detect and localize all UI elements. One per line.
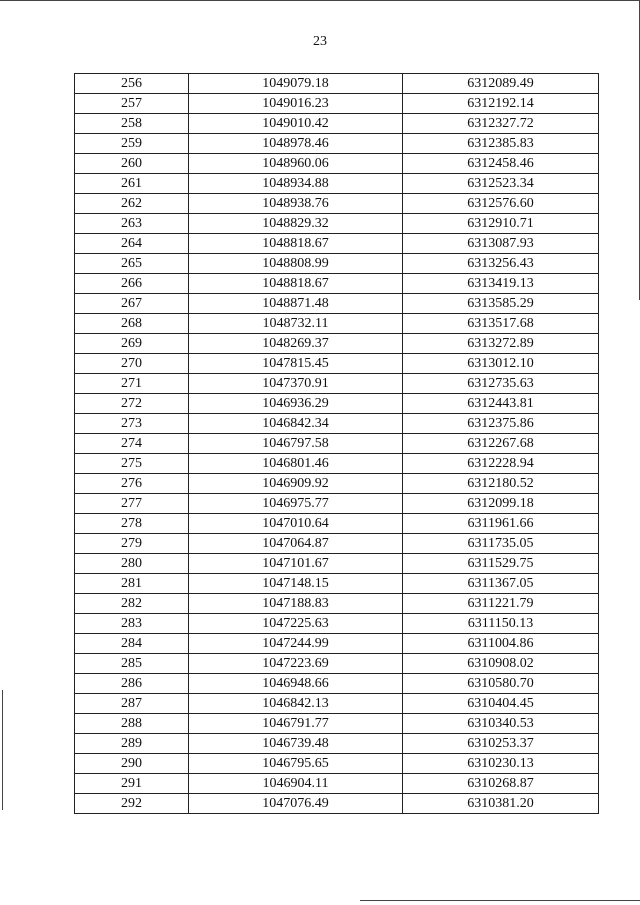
point-number-cell: 263 bbox=[75, 214, 189, 234]
scan-edge-top bbox=[0, 0, 640, 1]
table-row bbox=[75, 774, 599, 794]
point-number-cell: 289 bbox=[75, 734, 189, 754]
y-coordinate-cell: 6312523.34 bbox=[403, 174, 599, 194]
scan-edge-left-mark bbox=[2, 690, 3, 810]
y-coordinate-cell: 6312327.72 bbox=[403, 114, 599, 134]
x-coordinate-cell: 1047101.67 bbox=[189, 554, 403, 574]
y-coordinate-cell: 6311150.13 bbox=[403, 614, 599, 634]
y-coordinate-cell: 6312576.60 bbox=[403, 194, 599, 214]
x-coordinate-cell: 1047076.49 bbox=[189, 794, 403, 814]
x-coordinate-cell: 1046936.29 bbox=[189, 394, 403, 414]
point-number-cell: 259 bbox=[75, 134, 189, 154]
point-number-cell: 269 bbox=[75, 334, 189, 354]
coordinates-table bbox=[74, 73, 599, 814]
table-row bbox=[75, 674, 599, 694]
x-coordinate-cell: 1048808.99 bbox=[189, 254, 403, 274]
y-coordinate-cell: 6313272.89 bbox=[403, 334, 599, 354]
point-number-cell: 267 bbox=[75, 294, 189, 314]
y-coordinate-cell: 6310404.45 bbox=[403, 694, 599, 714]
table-row bbox=[75, 754, 599, 774]
table-row bbox=[75, 514, 599, 534]
point-number-cell: 283 bbox=[75, 614, 189, 634]
table-row bbox=[75, 314, 599, 334]
scan-edge-bottom bbox=[360, 900, 640, 901]
point-number-cell: 256 bbox=[75, 74, 189, 94]
y-coordinate-cell: 6311004.86 bbox=[403, 634, 599, 654]
x-coordinate-cell: 1046739.48 bbox=[189, 734, 403, 754]
y-coordinate-cell: 6310340.53 bbox=[403, 714, 599, 734]
table-row bbox=[75, 274, 599, 294]
y-coordinate-cell: 6313012.10 bbox=[403, 354, 599, 374]
point-number-cell: 271 bbox=[75, 374, 189, 394]
x-coordinate-cell: 1048978.46 bbox=[189, 134, 403, 154]
y-coordinate-cell: 6312910.71 bbox=[403, 214, 599, 234]
y-coordinate-cell: 6310381.20 bbox=[403, 794, 599, 814]
table-row bbox=[75, 794, 599, 814]
table-row bbox=[75, 634, 599, 654]
table-row bbox=[75, 734, 599, 754]
point-number-cell: 261 bbox=[75, 174, 189, 194]
x-coordinate-cell: 1048818.67 bbox=[189, 234, 403, 254]
point-number-cell: 265 bbox=[75, 254, 189, 274]
y-coordinate-cell: 6310908.02 bbox=[403, 654, 599, 674]
x-coordinate-cell: 1047223.69 bbox=[189, 654, 403, 674]
table-row bbox=[75, 614, 599, 634]
x-coordinate-cell: 1046975.77 bbox=[189, 494, 403, 514]
point-number-cell: 276 bbox=[75, 474, 189, 494]
point-number-cell: 260 bbox=[75, 154, 189, 174]
x-coordinate-cell: 1046948.66 bbox=[189, 674, 403, 694]
x-coordinate-cell: 1046842.13 bbox=[189, 694, 403, 714]
x-coordinate-cell: 1046795.65 bbox=[189, 754, 403, 774]
table-row bbox=[75, 154, 599, 174]
table-row bbox=[75, 374, 599, 394]
table-row bbox=[75, 654, 599, 674]
x-coordinate-cell: 1046797.58 bbox=[189, 434, 403, 454]
y-coordinate-cell: 6310230.13 bbox=[403, 754, 599, 774]
x-coordinate-cell: 1046801.46 bbox=[189, 454, 403, 474]
point-number-cell: 270 bbox=[75, 354, 189, 374]
table-row bbox=[75, 714, 599, 734]
point-number-cell: 264 bbox=[75, 234, 189, 254]
point-number-cell: 281 bbox=[75, 574, 189, 594]
y-coordinate-cell: 6312375.86 bbox=[403, 414, 599, 434]
table-row bbox=[75, 554, 599, 574]
y-coordinate-cell: 6312192.14 bbox=[403, 94, 599, 114]
table-row bbox=[75, 694, 599, 714]
y-coordinate-cell: 6311529.75 bbox=[403, 554, 599, 574]
table-row bbox=[75, 134, 599, 154]
x-coordinate-cell: 1046904.11 bbox=[189, 774, 403, 794]
x-coordinate-cell: 1048938.76 bbox=[189, 194, 403, 214]
y-coordinate-cell: 6311735.05 bbox=[403, 534, 599, 554]
table-row bbox=[75, 174, 599, 194]
page-number: 23 bbox=[313, 34, 327, 49]
y-coordinate-cell: 6312443.81 bbox=[403, 394, 599, 414]
x-coordinate-cell: 1048829.32 bbox=[189, 214, 403, 234]
y-coordinate-cell: 6310268.87 bbox=[403, 774, 599, 794]
table-row bbox=[75, 414, 599, 434]
x-coordinate-cell: 1048732.11 bbox=[189, 314, 403, 334]
x-coordinate-cell: 1048960.06 bbox=[189, 154, 403, 174]
table-row bbox=[75, 194, 599, 214]
x-coordinate-cell: 1048818.67 bbox=[189, 274, 403, 294]
table-row bbox=[75, 294, 599, 314]
x-coordinate-cell: 1049010.42 bbox=[189, 114, 403, 134]
point-number-cell: 290 bbox=[75, 754, 189, 774]
point-number-cell: 282 bbox=[75, 594, 189, 614]
table-row bbox=[75, 574, 599, 594]
point-number-cell: 274 bbox=[75, 434, 189, 454]
point-number-cell: 287 bbox=[75, 694, 189, 714]
x-coordinate-cell: 1046842.34 bbox=[189, 414, 403, 434]
table-row bbox=[75, 594, 599, 614]
y-coordinate-cell: 6311961.66 bbox=[403, 514, 599, 534]
y-coordinate-cell: 6313419.13 bbox=[403, 274, 599, 294]
point-number-cell: 286 bbox=[75, 674, 189, 694]
x-coordinate-cell: 1047010.64 bbox=[189, 514, 403, 534]
x-coordinate-cell: 1048934.88 bbox=[189, 174, 403, 194]
table-row bbox=[75, 114, 599, 134]
coordinates-table-body bbox=[75, 74, 599, 814]
point-number-cell: 291 bbox=[75, 774, 189, 794]
table-row bbox=[75, 214, 599, 234]
point-number-cell: 268 bbox=[75, 314, 189, 334]
y-coordinate-cell: 6312458.46 bbox=[403, 154, 599, 174]
y-coordinate-cell: 6313517.68 bbox=[403, 314, 599, 334]
point-number-cell: 262 bbox=[75, 194, 189, 214]
y-coordinate-cell: 6313087.93 bbox=[403, 234, 599, 254]
point-number-cell: 280 bbox=[75, 554, 189, 574]
point-number-cell: 278 bbox=[75, 514, 189, 534]
y-coordinate-cell: 6310253.37 bbox=[403, 734, 599, 754]
y-coordinate-cell: 6311367.05 bbox=[403, 574, 599, 594]
table-row bbox=[75, 494, 599, 514]
point-number-cell: 285 bbox=[75, 654, 189, 674]
x-coordinate-cell: 1047370.91 bbox=[189, 374, 403, 394]
table-row bbox=[75, 534, 599, 554]
point-number-cell: 284 bbox=[75, 634, 189, 654]
table-row bbox=[75, 254, 599, 274]
table-row bbox=[75, 74, 599, 94]
table-row bbox=[75, 454, 599, 474]
x-coordinate-cell: 1049079.18 bbox=[189, 74, 403, 94]
x-coordinate-cell: 1047148.15 bbox=[189, 574, 403, 594]
x-coordinate-cell: 1047815.45 bbox=[189, 354, 403, 374]
x-coordinate-cell: 1047064.87 bbox=[189, 534, 403, 554]
point-number-cell: 279 bbox=[75, 534, 189, 554]
y-coordinate-cell: 6313585.29 bbox=[403, 294, 599, 314]
x-coordinate-cell: 1048269.37 bbox=[189, 334, 403, 354]
table-row bbox=[75, 334, 599, 354]
point-number-cell: 272 bbox=[75, 394, 189, 414]
y-coordinate-cell: 6312385.83 bbox=[403, 134, 599, 154]
y-coordinate-cell: 6313256.43 bbox=[403, 254, 599, 274]
table-row bbox=[75, 474, 599, 494]
x-coordinate-cell: 1047188.83 bbox=[189, 594, 403, 614]
y-coordinate-cell: 6312099.18 bbox=[403, 494, 599, 514]
point-number-cell: 275 bbox=[75, 454, 189, 474]
y-coordinate-cell: 6312267.68 bbox=[403, 434, 599, 454]
point-number-cell: 273 bbox=[75, 414, 189, 434]
y-coordinate-cell: 6312228.94 bbox=[403, 454, 599, 474]
point-number-cell: 277 bbox=[75, 494, 189, 514]
table-row bbox=[75, 394, 599, 414]
y-coordinate-cell: 6311221.79 bbox=[403, 594, 599, 614]
table-row bbox=[75, 94, 599, 114]
point-number-cell: 258 bbox=[75, 114, 189, 134]
x-coordinate-cell: 1046909.92 bbox=[189, 474, 403, 494]
x-coordinate-cell: 1048871.48 bbox=[189, 294, 403, 314]
y-coordinate-cell: 6312089.49 bbox=[403, 74, 599, 94]
x-coordinate-cell: 1049016.23 bbox=[189, 94, 403, 114]
point-number-cell: 292 bbox=[75, 794, 189, 814]
y-coordinate-cell: 6310580.70 bbox=[403, 674, 599, 694]
y-coordinate-cell: 6312180.52 bbox=[403, 474, 599, 494]
x-coordinate-cell: 1047244.99 bbox=[189, 634, 403, 654]
x-coordinate-cell: 1047225.63 bbox=[189, 614, 403, 634]
y-coordinate-cell: 6312735.63 bbox=[403, 374, 599, 394]
point-number-cell: 257 bbox=[75, 94, 189, 114]
table-row bbox=[75, 234, 599, 254]
point-number-cell: 266 bbox=[75, 274, 189, 294]
x-coordinate-cell: 1046791.77 bbox=[189, 714, 403, 734]
table-row bbox=[75, 434, 599, 454]
table-row bbox=[75, 354, 599, 374]
point-number-cell: 288 bbox=[75, 714, 189, 734]
